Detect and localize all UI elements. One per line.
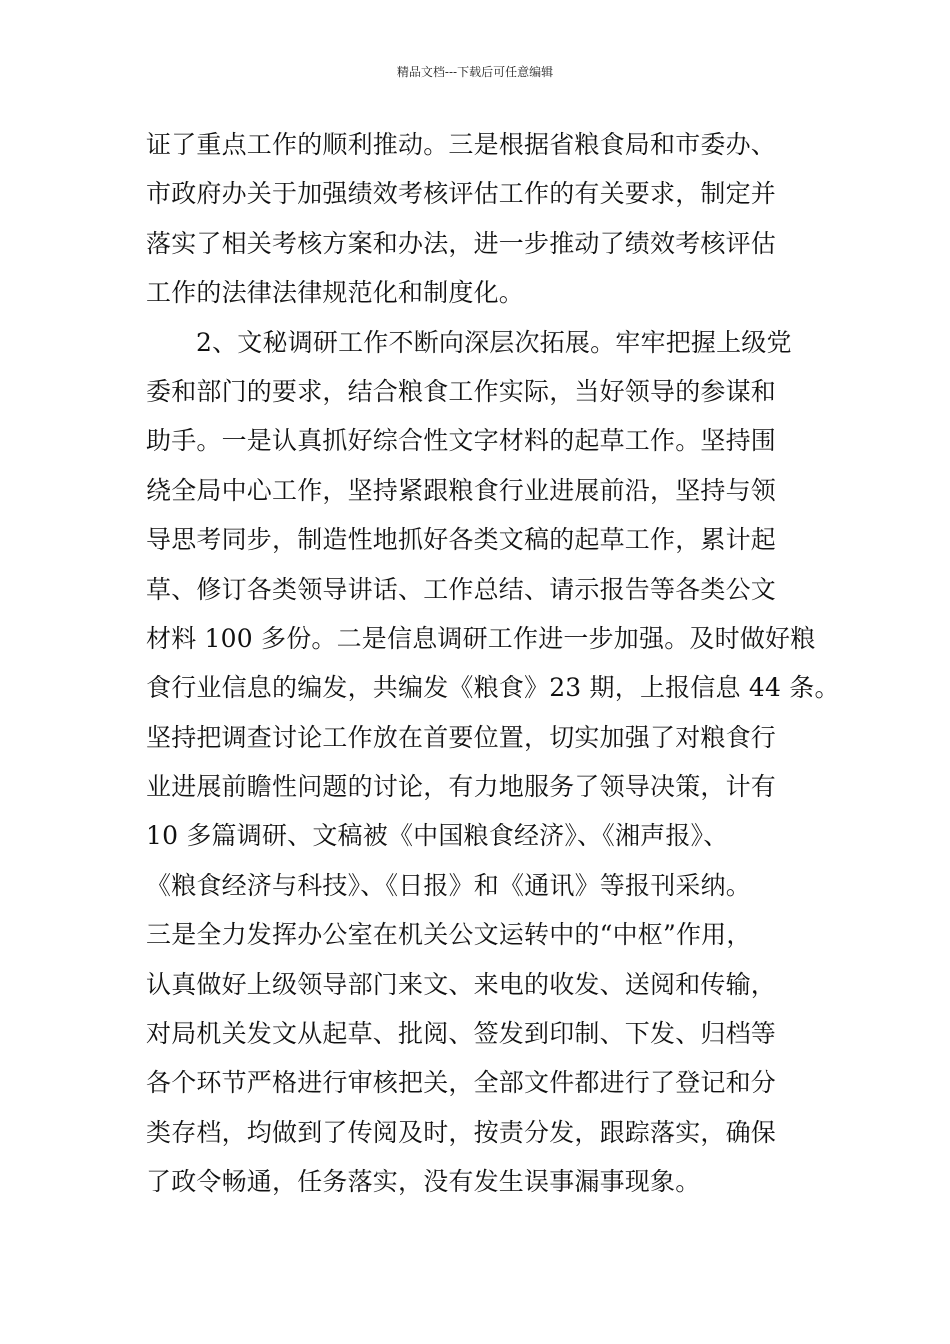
text-line: 认真做好上级领导部门来文、来电的收发、送阅和传输， <box>146 969 777 999</box>
text-line: 坚持把调查讨论工作放在首要位置，切实加强了对粮食行 <box>146 722 777 752</box>
text-line: 草、修订各类领导讲话、工作总结、请示报告等各类公文 <box>146 574 777 604</box>
paragraph-heading-line: 2、文秘调研工作不断向深层次拓展。牢牢把握上级党 <box>196 327 792 357</box>
text-line: 工作的法律法律规范化和制度化。 <box>146 278 525 308</box>
text-line: 导思考同步，制造性地抓好各类文稿的起草工作，累计起 <box>146 525 777 555</box>
text-line: 落实了相关考核方案和办法，进一步推动了绩效考核评估 <box>146 228 777 258</box>
page-header: 精品文档---下载后可任意编辑 <box>396 65 554 79</box>
text-line: 证了重点工作的顺利推动。三是根据省粮食局和市委办、 <box>146 130 777 159</box>
text-line: 业进展前瞻性问题的讨论，有力地服务了领导决策，计有 <box>146 772 777 802</box>
document-body <box>146 120 840 1207</box>
text-line: 市政府办关于加强绩效考核评估工作的有关要求，制定并 <box>146 179 777 209</box>
text-line: 助手。一是认真抓好综合性文字材料的起草工作。坚持围 <box>146 426 777 456</box>
text-line: 《粮食经济与科技》、《日报》和《通讯》等报刊采纳。 <box>146 870 752 900</box>
text-line: 对局机关发文从起草、批阅、签发到印制、下发、归档等 <box>146 1019 777 1049</box>
text-line: 材料 100 多份。二是信息调研工作进一步加强。及时做好粮 <box>146 623 816 653</box>
text-line: 三是全力发挥办公室在机关公文运转中的“中枢”作用， <box>146 920 752 950</box>
text-line: 了政令畅通，任务落实，没有发生误事漏事现象。 <box>146 1167 701 1197</box>
text-line: 类存档，均做到了传阅及时，按责分发，跟踪落实，确保 <box>146 1117 777 1147</box>
text-line: 10 多篇调研、文稿被《中国粮食经济》、《湘声报》、 <box>146 821 729 851</box>
text-line: 委和部门的要求，结合粮食工作实际，当好领导的参谋和 <box>146 376 777 406</box>
text-line: 各个环节严格进行审核把关，全部文件都进行了登记和分 <box>146 1068 777 1098</box>
text-line: 绕全局中心工作，坚持紧跟粮食行业进展前沿，坚持与领 <box>146 475 777 505</box>
text-line: 食行业信息的编发，共编发《粮食》23 期，上报信息 44 条。 <box>146 673 840 703</box>
